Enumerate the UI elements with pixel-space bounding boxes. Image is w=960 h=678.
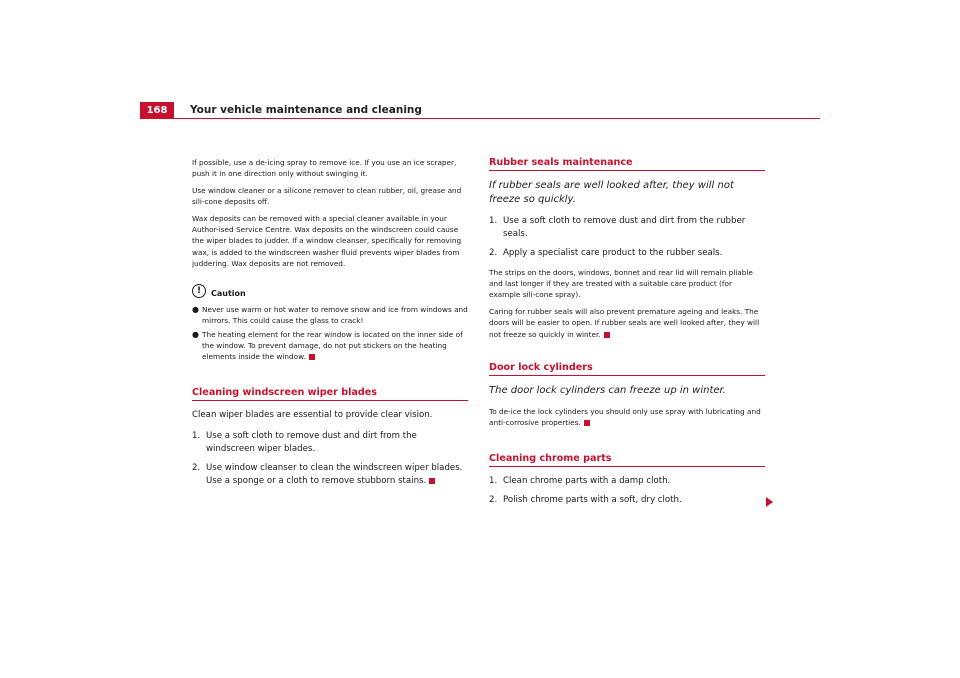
wiper-step — [192, 430, 468, 456]
end-of-section-icon — [429, 478, 435, 484]
caution-bullet-text: The heating element for the rear window is located on the inner side of the window. To prevent damage, do not put stickers on the heating elements inside the window. — [202, 329, 463, 361]
step-text: Use a soft cloth to remove dust and dirt from the windscreen wiper blades. — [206, 430, 417, 455]
right-column — [489, 157, 765, 513]
step-text: Polish chrome parts with a soft, dry cloth. — [503, 495, 682, 506]
wax-paragraph: Wax deposits can be removed with a special cleaner available in your Author-ised Service Centre. Wax deposits on the windscreen could cause the wiper blades to judder. If a window cleanser, specifically for removing wax, is added to the windscreen washer fluid prevents wiper blades from juddering. Wax deposits are not removed. — [192, 213, 462, 269]
chrome-step — [489, 475, 765, 488]
rubber-step — [489, 247, 765, 260]
step-number: 2. — [489, 248, 498, 259]
page-number: 168 — [140, 102, 174, 118]
step-text: Use a soft cloth to remove dust and dirt from the rubber seals. — [503, 216, 746, 240]
caution-bullet-text: Never use warm or hot water to remove snow and ice from windows and mirrors. This could cause the glass to crack! — [202, 304, 468, 325]
bullet-icon: ● — [192, 304, 199, 314]
rubber-subtitle: If rubber seals are well looked after, they will not freeze so quickly. — [489, 180, 734, 205]
section-title-wiper: Cleaning windscreen wiper blades — [192, 387, 468, 401]
step-number: 1. — [192, 430, 201, 441]
step-text: Clean chrome parts with a damp cloth. — [503, 475, 671, 486]
section-title-rubber: Rubber seals maintenance — [489, 157, 765, 171]
chrome-step — [489, 494, 765, 507]
step-number: 2. — [192, 463, 201, 474]
section-title-chrome: Cleaning chrome parts — [489, 453, 765, 467]
door-lock-subtitle: The door lock cylinders can freeze up in winter. — [489, 385, 726, 397]
end-of-section-icon — [584, 420, 590, 426]
wiper-intro: Clean wiper blades are essential to provide clear vision. — [192, 409, 433, 420]
end-of-section-icon — [309, 354, 315, 360]
rubber-paragraph: The strips on the doors, windows, bonnet and rear lid will remain pliable and last longer if they are treated with a suitable care product (for example sili-cone spray). — [489, 267, 753, 300]
step-number: 1. — [489, 216, 498, 226]
caution-bullet — [192, 304, 468, 326]
rubber-paragraph: Caring for rubber seals will also prevent premature ageing and leaks. The doors will be easier to open. If rubber seals are well looked after, they will not freeze so quickly in winter. — [489, 306, 760, 339]
door-lock-paragraph: To de-ice the lock cylinders you should only use spray with lubricating and anti-corrosive properties. — [489, 407, 761, 428]
running-title: Your vehicle maintenance and cleaning — [190, 104, 422, 116]
end-of-section-icon — [604, 332, 610, 338]
caution-heading — [192, 284, 468, 298]
next-page-arrow-icon[interactable] — [766, 497, 773, 507]
step-number: 1. — [489, 475, 498, 486]
wiper-step — [192, 462, 468, 488]
caution-bullet — [192, 329, 468, 362]
left-column — [192, 157, 468, 495]
rubber-step — [489, 215, 765, 241]
deicing-paragraph: If possible, use a de-icing spray to remove ice. If you use an ice scraper, push it in one direction only without swinging it. — [192, 158, 457, 179]
cleaner-paragraph: Use window cleaner or a silicone remover to clean rubber, oil, grease and sili-cone deposits off. — [192, 185, 462, 207]
step-number: 2. — [489, 495, 498, 506]
step-text: Use window cleanser to clean the windscreen wiper blades. Use a sponge or a cloth to remove stubborn stains. — [206, 463, 463, 487]
caution-label: Caution — [211, 288, 246, 298]
bullet-icon: ● — [192, 329, 199, 339]
caution-icon: ! — [192, 284, 206, 298]
header-rule — [140, 118, 820, 119]
step-text: Apply a specialist care product to the rubber seals. — [503, 248, 723, 259]
section-title-door-lock: Door lock cylinders — [489, 362, 765, 376]
